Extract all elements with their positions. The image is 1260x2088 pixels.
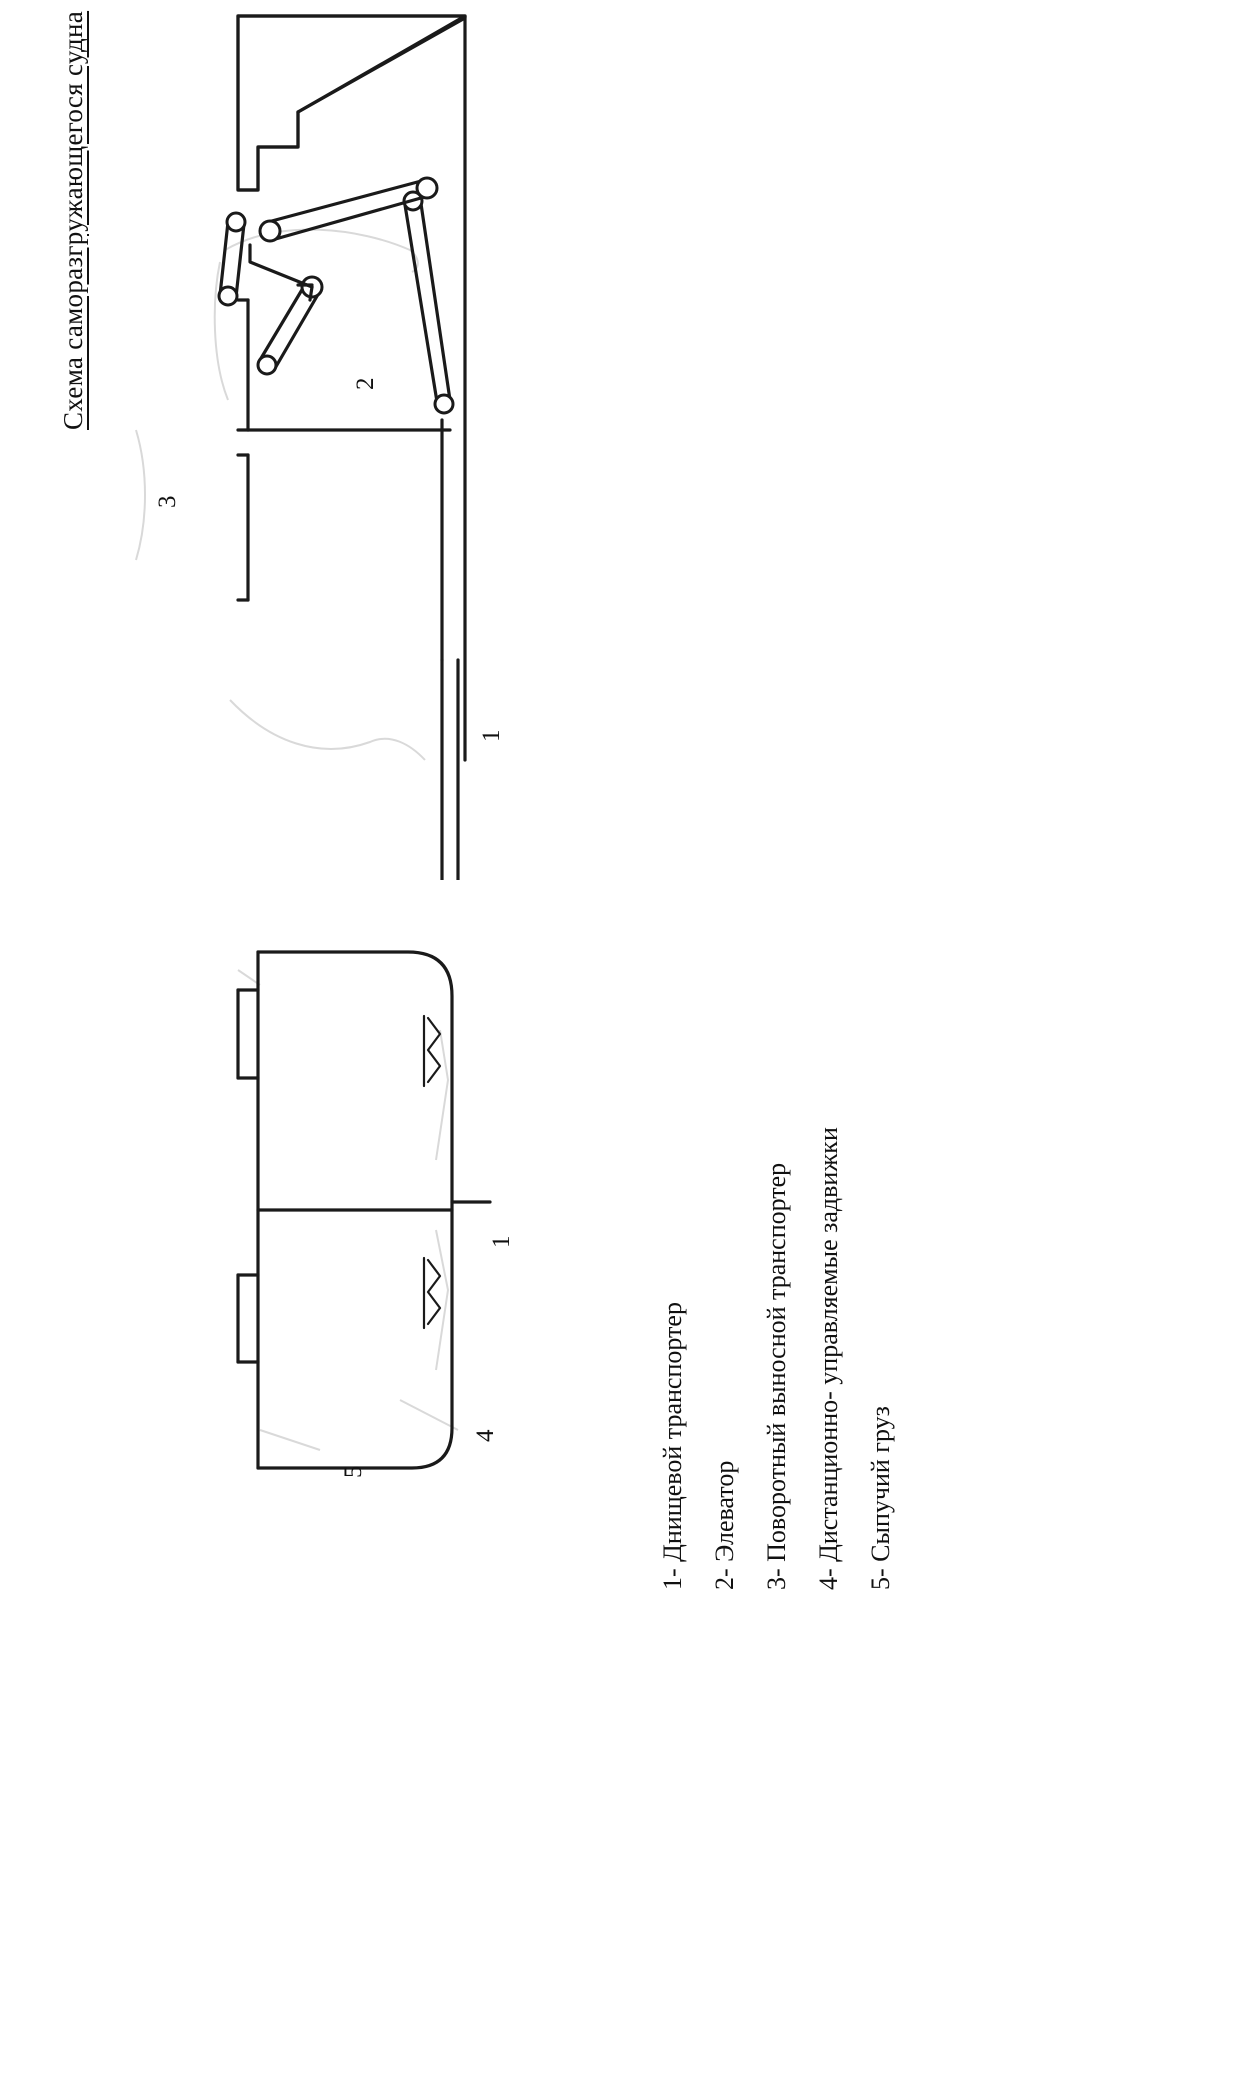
elevator: [404, 192, 453, 413]
bottom-conveyor: [442, 420, 458, 880]
legend-item-1: 1- Днищевой транспортер: [658, 1302, 687, 1590]
section-view-svg: [200, 930, 620, 1490]
side-view-diagram: [120, 0, 680, 880]
callout-elevator: 2: [352, 377, 379, 390]
section-view-diagram: [200, 930, 620, 1490]
remote-gates: [424, 1016, 440, 1328]
side-view-svg: [120, 0, 680, 880]
page-title: Схема саморазгружающегося судна: [58, 10, 88, 430]
callout-cargo: 5: [340, 1465, 367, 1478]
legend-item-4: 4- Дистанционно- управляемые задвижки: [814, 1127, 843, 1590]
callout-boom: 3: [154, 495, 181, 508]
deck-fittings: [238, 990, 258, 1362]
callout-bottom-conveyor: 1: [478, 729, 505, 742]
legend-item-3: 3- Поворотный выносной транспортер: [762, 1162, 791, 1590]
callout-gates: 4: [472, 1429, 499, 1442]
callout-section-conveyor: 1: [488, 1235, 515, 1248]
legend: [660, 970, 920, 1590]
legend-item-5: 5- Сыпучий груз: [866, 1406, 895, 1590]
legend-item-2: 2- Элеватор: [710, 1460, 739, 1590]
